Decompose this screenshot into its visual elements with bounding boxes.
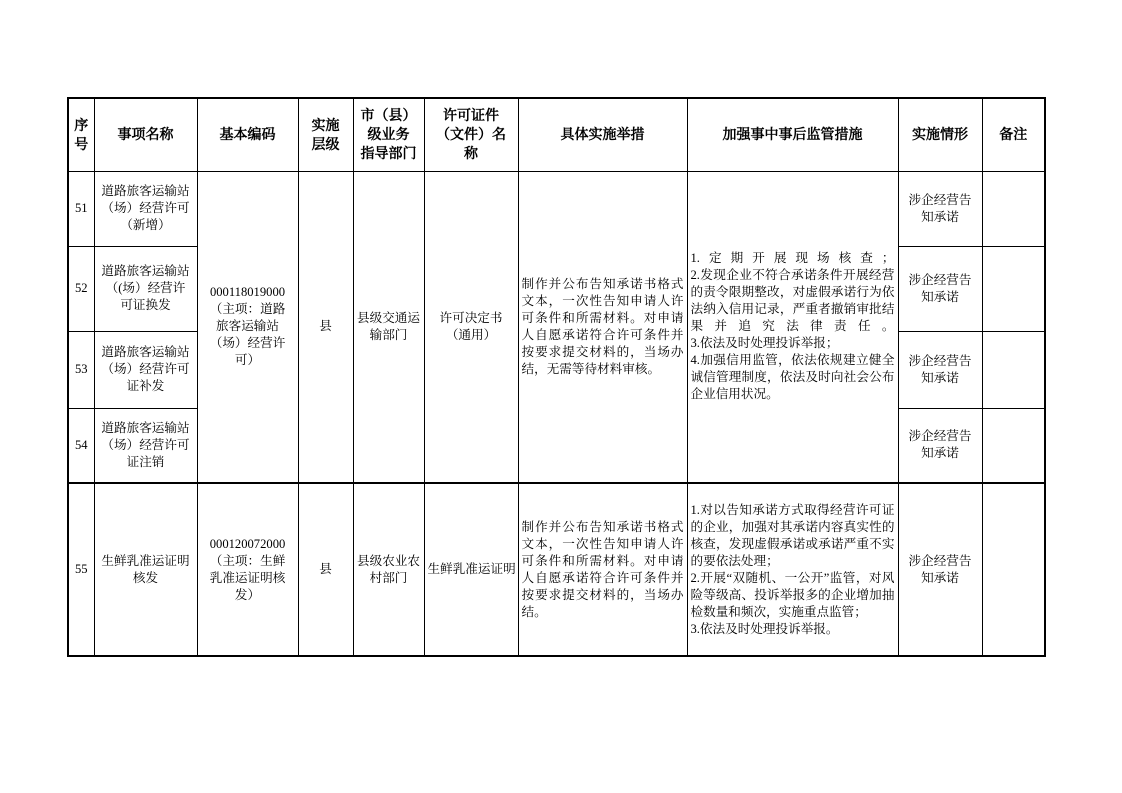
table-row-55 bbox=[68, 483, 1045, 656]
cell-level: 县 bbox=[298, 171, 353, 483]
header-col-item-name: 事项名称 bbox=[94, 98, 197, 171]
supervision-item: 2.发现企业不符合承诺条件开展经营的责令限期整改，对虚假承诺行为依法纳入信用记录，严重者撤销审批结果并追究法律责任。 bbox=[690, 268, 895, 334]
cell-situation: 涉企经营告 知承诺 bbox=[898, 171, 982, 246]
cell-guidance-dept: 县级农业农 村部门 bbox=[353, 483, 424, 656]
header-col-remark: 备注 bbox=[982, 98, 1045, 171]
cell-item-name: 道路旅客运输站 （场）经营许可 证注销 bbox=[94, 408, 197, 483]
cell-license-name: 生鲜乳准运证明 bbox=[424, 483, 518, 656]
cell-situation: 涉企经营告 知承诺 bbox=[898, 483, 982, 656]
header-col-license-name: 许可证件 （文件）名 称 bbox=[424, 98, 518, 171]
cell-measures bbox=[518, 171, 687, 483]
measures-paragraph: 制作并公布告知承诺书格式文本，一次性告知申请人许可条件和所需材料。对申请人自愿承诺符合许可条件并按要求提交材料的，当场办结。 bbox=[521, 519, 684, 619]
cell-supervision bbox=[687, 171, 898, 483]
cell-measures bbox=[518, 483, 687, 656]
header-col-level: 实施 层级 bbox=[298, 98, 353, 171]
header-col-supervision: 加强事中事后监管措施 bbox=[687, 98, 898, 171]
cell-guidance-dept: 县级交通运 输部门 bbox=[353, 171, 424, 483]
supervision-item: 3.依法及时处理投诉举报。 bbox=[690, 621, 839, 636]
cell-index: 54 bbox=[68, 408, 94, 483]
header-row bbox=[68, 98, 1045, 171]
header-col-measures: 具体实施举措 bbox=[518, 98, 687, 171]
cell-supervision bbox=[687, 483, 898, 656]
cell-index: 51 bbox=[68, 171, 94, 246]
cell-basic-code: 000120072000 （主项：生鲜 乳准运证明核 发） bbox=[197, 483, 298, 656]
cell-remark bbox=[982, 171, 1045, 246]
header-col-index: 序 号 bbox=[68, 98, 94, 171]
supervision-item: 3.依法及时处理投诉举报； bbox=[690, 336, 839, 351]
supervision-item: 1.对以告知承诺方式取得经营许可证的企业，加强对其承诺内容真实性的核查，发现虚假承诺或承诺严重不实的要依法处理； bbox=[690, 502, 895, 568]
cell-basic-code: 000118019000 （主项：道路 旅客运输站 （场）经营许 可） bbox=[197, 171, 298, 483]
approval-items-table bbox=[67, 97, 1046, 657]
cell-level: 县 bbox=[298, 483, 353, 656]
cell-index: 55 bbox=[68, 483, 94, 656]
cell-remark bbox=[982, 246, 1045, 331]
header-col-basic-code: 基本编码 bbox=[197, 98, 298, 171]
cell-item-name: 道路旅客运输站 （场）经营许可 （新增） bbox=[94, 171, 197, 246]
cell-remark bbox=[982, 483, 1045, 656]
cell-situation: 涉企经营告 知承诺 bbox=[898, 331, 982, 408]
cell-remark bbox=[982, 408, 1045, 483]
cell-situation: 涉企经营告 知承诺 bbox=[898, 246, 982, 331]
cell-item-name: 生鲜乳准运证明 核发 bbox=[94, 483, 197, 656]
supervision-item: 1.定期开展现场核查； bbox=[690, 251, 895, 266]
header-col-situation: 实施情形 bbox=[898, 98, 982, 171]
measures-paragraph: 制作并公布告知承诺书格式文本，一次性告知申请人许可条件和所需材料。对申请人自愿承诺符合许可条件并按要求提交材料的，当场办结，无需等待材料审核。 bbox=[521, 276, 684, 376]
cell-index: 53 bbox=[68, 331, 94, 408]
cell-remark bbox=[982, 331, 1045, 408]
cell-item-name: 道路旅客运输站 （(场）经营许 可证换发 bbox=[94, 246, 197, 331]
cell-index: 52 bbox=[68, 246, 94, 331]
supervision-item: 2.开展“双随机、一公开”监管，对风险等级高、投诉举报多的企业增加抽检数量和频次，实施重点监管； bbox=[690, 570, 895, 619]
cell-license-name: 许可决定书 （通用） bbox=[424, 171, 518, 483]
cell-item-name: 道路旅客运输站 （场）经营许可 证补发 bbox=[94, 331, 197, 408]
cell-situation: 涉企经营告 知承诺 bbox=[898, 408, 982, 483]
supervision-item: 4.加强信用监管，依法依规建立健全诚信管理制度，依法及时向社会公布企业信用状况。 bbox=[690, 353, 895, 402]
table-row-51 bbox=[68, 171, 1045, 246]
header-col-guidance-dept: 市（县） 级业务 指导部门 bbox=[353, 98, 424, 171]
